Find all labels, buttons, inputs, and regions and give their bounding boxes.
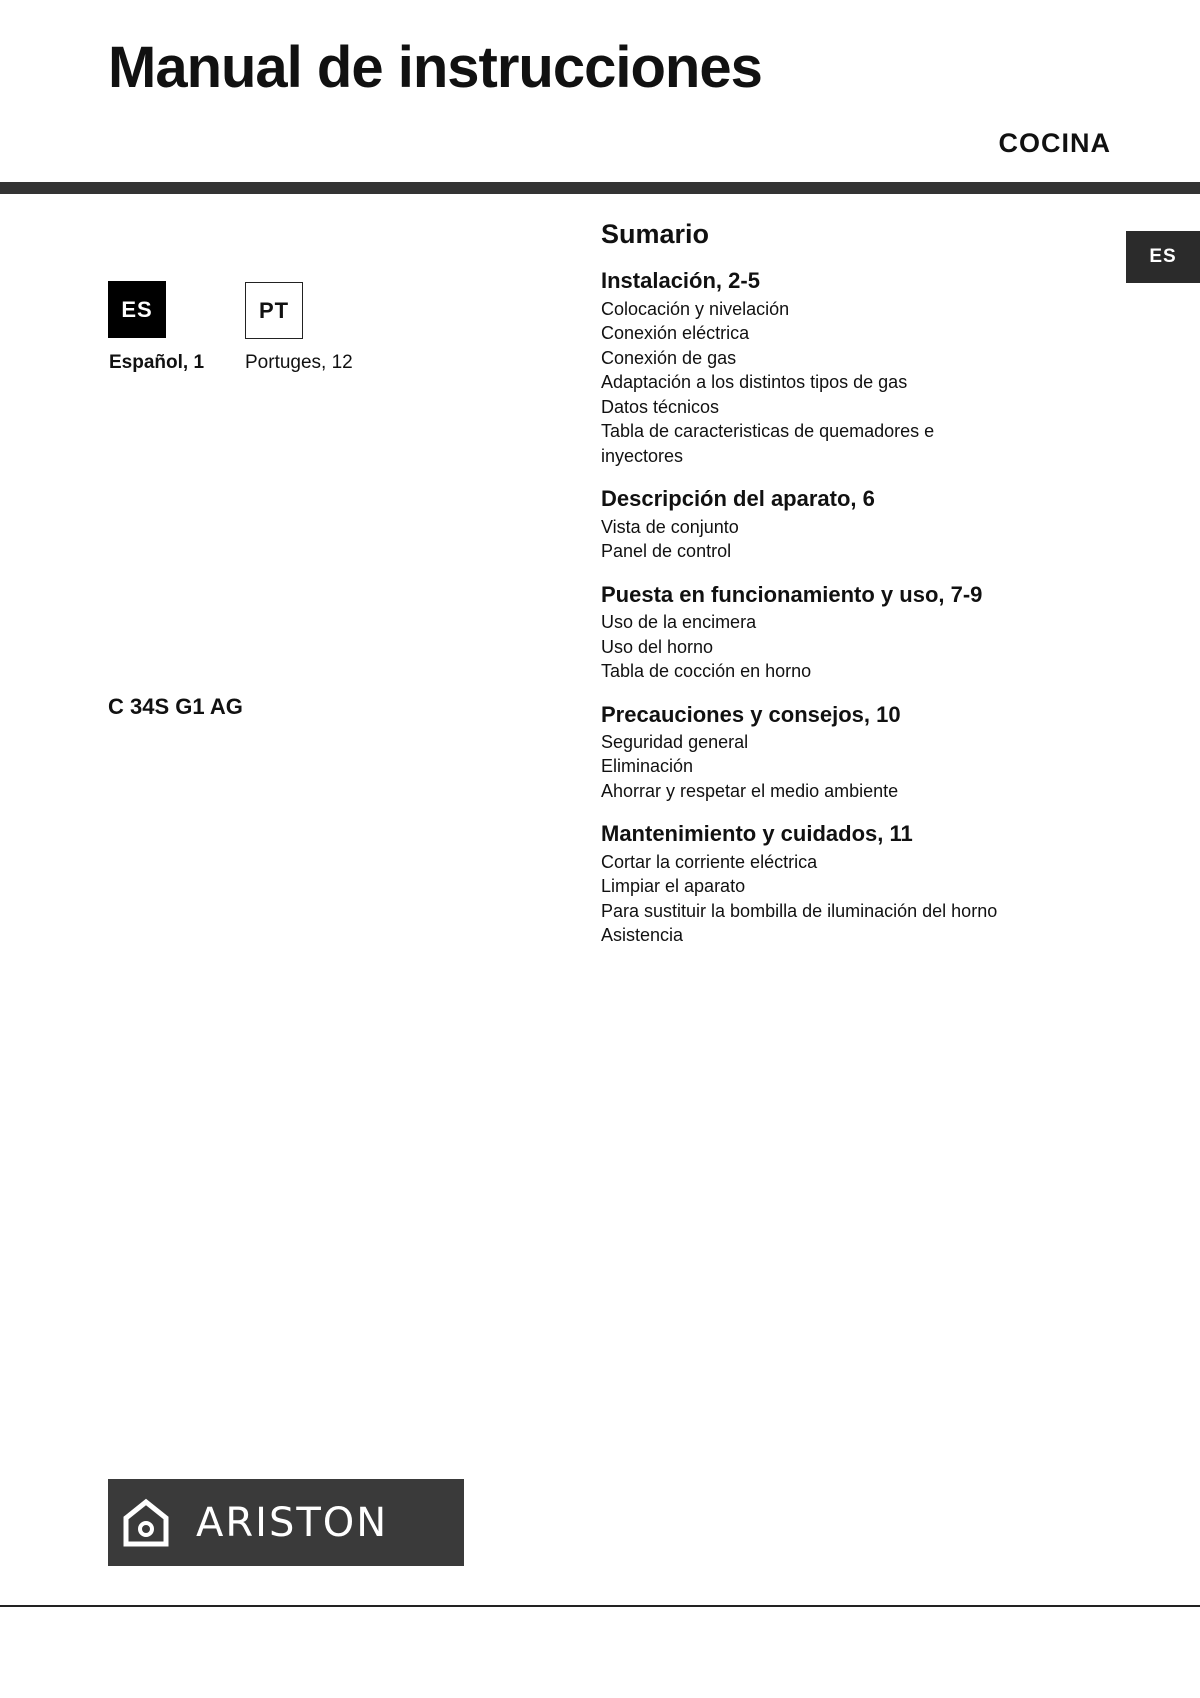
toc-item[interactable]: Tabla de caracteristicas de quemadores e [601, 421, 935, 442]
toc-item-list [601, 610, 1101, 684]
toc-item[interactable]: Adaptación a los distintos tipos de gas [601, 372, 908, 393]
toc-item[interactable]: Ahorrar y respetar el medio ambiente [601, 780, 899, 801]
toc-item[interactable]: Conexión de gas [601, 347, 737, 368]
toc-section-title[interactable]: Precauciones y consejos, 10 [601, 701, 901, 727]
footer-divider [0, 1605, 1200, 1607]
toc-section-title[interactable]: Descripción del aparato, 6 [601, 486, 875, 512]
toc-item-list [601, 730, 1101, 804]
toc-item[interactable]: inyectores [601, 445, 684, 466]
model-number: C 34S G1 AG [108, 694, 243, 719]
document-title: Manual de instrucciones [108, 35, 762, 100]
toc-item[interactable]: Vista de conjunto [601, 516, 739, 537]
toc-section [601, 268, 1101, 468]
language-side-tab: ES [1126, 231, 1200, 283]
toc-item-list [601, 297, 1101, 469]
toc-section [601, 582, 1101, 684]
toc-item[interactable]: Panel de control [601, 541, 732, 562]
toc-item[interactable]: Tabla de cocción en horno [601, 661, 812, 682]
toc-item[interactable]: Seguridad general [601, 731, 749, 752]
ariston-logo [108, 1479, 464, 1566]
toc-section-title[interactable]: Puesta en funcionamiento y uso, 7-9 [601, 581, 983, 607]
language-box-es[interactable]: ES [108, 281, 166, 338]
product-type: COCINA [998, 128, 1111, 158]
toc-sections [601, 268, 1101, 947]
toc-item[interactable]: Uso del horno [601, 636, 714, 657]
brand-name: ARISTON [196, 1499, 389, 1546]
language-label-es: Español, 1 [109, 352, 205, 373]
toc-item-list [601, 515, 1101, 564]
language-box-pt[interactable]: PT [245, 282, 303, 339]
toc-item[interactable]: Datos técnicos [601, 396, 720, 417]
language-label-pt: Portuges, 12 [245, 352, 353, 373]
toc-item-list [601, 850, 1101, 948]
toc-section-title[interactable]: Mantenimiento y cuidados, 11 [601, 821, 913, 847]
toc-item[interactable]: Limpiar el aparato [601, 876, 746, 897]
toc-item[interactable]: Cortar la corriente eléctrica [601, 851, 818, 872]
toc-section [601, 486, 1101, 563]
toc-item[interactable]: Colocación y nivelación [601, 298, 790, 319]
toc-section-title[interactable]: Instalación, 2-5 [601, 268, 760, 294]
table-of-contents [601, 218, 1101, 966]
header-divider [0, 182, 1200, 194]
toc-heading: Sumario [601, 219, 710, 249]
toc-section [601, 702, 1101, 804]
toc-item[interactable]: Asistencia [601, 925, 684, 946]
toc-section [601, 821, 1101, 947]
toc-item[interactable]: Conexión eléctrica [601, 323, 750, 344]
house-icon [122, 1498, 170, 1548]
toc-item[interactable]: Para sustituir la bombilla de iluminación del horno [601, 900, 998, 921]
toc-item[interactable]: Eliminación [601, 756, 694, 777]
toc-item[interactable]: Uso de la encimera [601, 612, 757, 633]
